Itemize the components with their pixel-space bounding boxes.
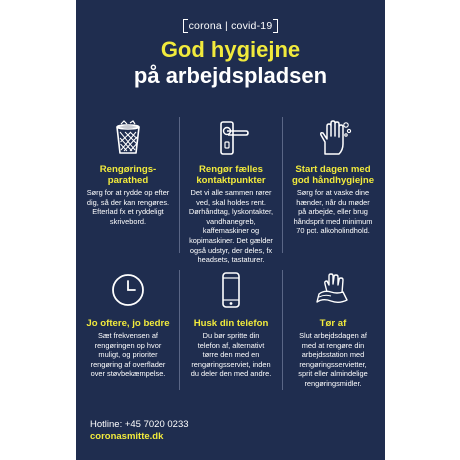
card-text-line: telefon af, alternativt <box>197 340 265 350</box>
card-text-line: arbejdsstation med <box>301 350 365 360</box>
card-phone <box>181 272 281 379</box>
card-frequency <box>78 272 178 379</box>
card-wipe <box>283 272 383 389</box>
card-text-line: kopimaskiner. Det gælder <box>189 235 273 245</box>
website-link[interactable]: coronasmitte.dk <box>90 431 164 442</box>
card-text-line: dig, så der kan rengøres. <box>86 197 170 207</box>
card-text-line: rengøring af overflader <box>90 359 166 369</box>
poster <box>76 0 385 460</box>
card-heading-line: Start dagen med <box>295 164 371 175</box>
card-text-line: du deler den med andre. <box>190 369 272 379</box>
card-text-line: Det vi alle sammen rører <box>190 188 272 197</box>
card-text-line: rengøringsserviet, inden <box>191 359 271 369</box>
wastebasket-icon <box>108 120 148 156</box>
card-heading-line: Tør af <box>319 318 347 329</box>
card-text-line: tørre den med en <box>202 350 260 360</box>
phone-icon <box>211 272 251 308</box>
brand-label-wrapper <box>76 16 385 35</box>
card-text-line: sprit eller almindelige <box>298 369 368 379</box>
card-text-line: på arbejde, eller brug <box>298 207 368 217</box>
card-text-line: ved, skal holdes rent. <box>196 197 266 207</box>
card-hand-hygiene <box>283 120 383 236</box>
card-text-line: Dørhåndtag, lyskontakter, <box>188 207 274 217</box>
door-handle-icon <box>211 120 251 156</box>
hotline-text: Hotline: +45 7020 0233 <box>90 419 189 430</box>
card-text-line: Sæt frekvensen af <box>98 331 158 340</box>
card-text-line: 70 pct. alkoholindhold. <box>296 226 370 236</box>
card-text-line: headsets, tastaturer. <box>197 255 265 265</box>
title-line-2: på arbejdspladsen <box>133 63 328 88</box>
card-heading-line: kontaktpunkter <box>196 175 266 186</box>
footer <box>90 419 189 443</box>
cloth-wipe-icon <box>313 272 353 308</box>
card-text-line: Slut arbejdsdagen af <box>299 331 367 340</box>
card-text-line: rengøringen op hvor <box>94 340 162 350</box>
clock-icon <box>108 272 148 308</box>
column-divider <box>179 270 180 390</box>
card-heading-line: parathed <box>107 175 149 186</box>
card-shared-contact-points <box>181 120 281 265</box>
card-text-line: rengøringsmidler. <box>304 378 362 388</box>
card-heading-line: god håndhygiejne <box>291 175 375 186</box>
card-text-line: vandhanegreb, <box>206 216 256 226</box>
card-text-line: Sørg for at rydde op efter <box>86 188 170 197</box>
column-divider <box>179 117 180 253</box>
card-cleaning-readiness <box>78 120 178 226</box>
card-heading-line: Jo oftere, jo bedre <box>86 318 170 329</box>
card-text-line: Du bør spritte din <box>202 331 260 340</box>
card-text-line: håndsprit med minimum <box>293 216 373 226</box>
card-text-line: over støvbekæmpelse. <box>90 369 166 379</box>
title-line-1: God hygiejne <box>160 37 301 62</box>
card-text-line: med at rengøre din <box>301 340 365 350</box>
card-text-line: kaffemaskiner og <box>202 226 260 236</box>
card-heading-line: Husk din telefon <box>193 318 269 329</box>
card-heading-line: Rengør fælles <box>199 164 263 175</box>
card-heading-line: Rengørings- <box>99 164 157 175</box>
card-text-line: rengøringsservietter, <box>299 359 367 369</box>
brand-label: corona | covid-19 <box>183 17 279 35</box>
card-text-line: skrivebord. <box>109 216 147 226</box>
card-text-line: Sørg for at vaske dine <box>296 188 370 197</box>
card-text-line: Efterlad fx et ryddeligt <box>92 207 164 217</box>
hand-wash-icon <box>313 120 353 156</box>
card-text-line: muligt, og prioriter <box>98 350 158 360</box>
card-text-line: hænder, når du møder <box>296 197 370 207</box>
card-text-line: også udstyr, der deles, fx <box>189 245 273 255</box>
